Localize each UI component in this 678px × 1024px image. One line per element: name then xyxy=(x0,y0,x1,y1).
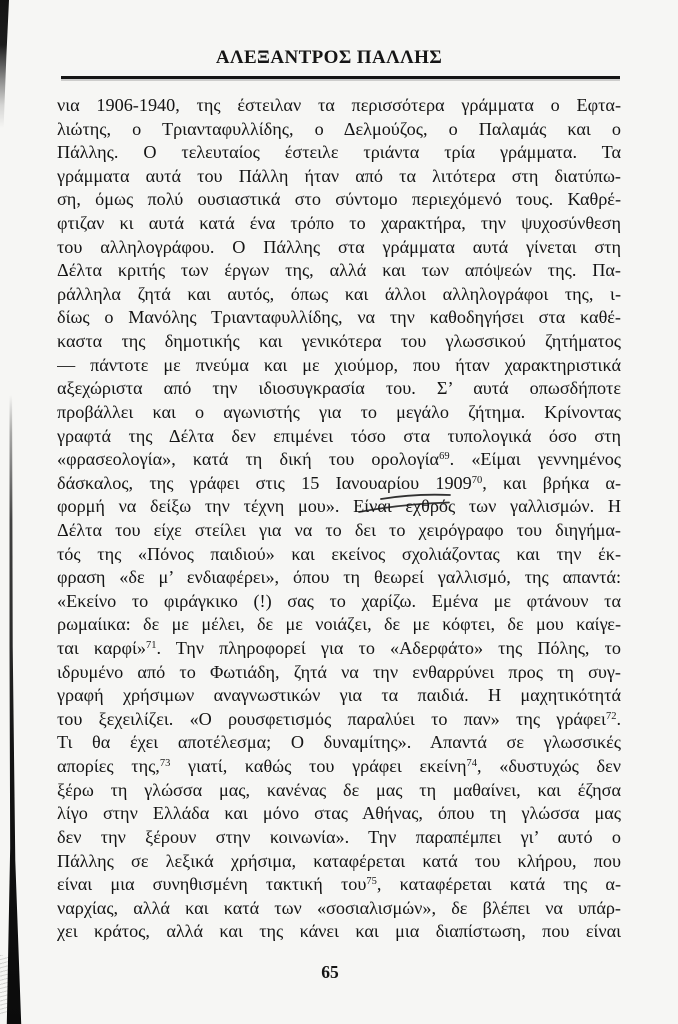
footnote-reference: 72 xyxy=(605,710,617,722)
text-line: νια 1906-1940, της έστειλαν τα περισσότερα γράμματα ο Εφτα- xyxy=(57,95,621,115)
text-line: είναι μια συνηθισμένη τακτική του$^{75}$, καταφέρεται κατά της α- xyxy=(57,874,621,895)
text-line: φραση «δε μ’ ενδιαφέρει», όπου τη θεωρεί γαλλισμό, της απαντά: xyxy=(57,567,621,588)
text-line: γράμματα αυτά του Πάλλη ήταν από τα λιτότερα στη διατύπω- xyxy=(57,165,621,186)
text-line: Δέλτα του είχε στείλει για να το δει το χειρόγραφο του διηγήμα- xyxy=(57,519,621,540)
text-line: του ξεχειλίζει. «Ο ρουσφετισμός παραλύει το παν» της γράφει$^{72}$. xyxy=(57,708,621,729)
footnote-reference: 69 xyxy=(439,451,450,463)
header-rule xyxy=(61,76,620,79)
text-line: «Εκείνο το φιράγκικο (!) σας το χαρίζω. Εμένα με φτάνουν τα xyxy=(57,590,621,611)
body-text xyxy=(57,94,621,944)
text-line: Τι θα έχει αποτέλεσμα; Ο δυναμίτης». Απαντά σε γλωσσικές xyxy=(57,732,621,753)
text-line: ξέρω τη γλώσσα μας, κανένας δε μας τη μαθαίνει, και έζησα xyxy=(57,779,621,800)
text-line: ράλληλα ζητά και αυτός, όπως και άλλοι αλληλογράφοι της, ι- xyxy=(57,283,621,304)
text-line: τός της «Πόνος παιδιού» και εκείνος σχολιάζοντας και την έκ- xyxy=(57,543,621,564)
text-line: γραφτά της Δέλτα δεν επιμένει τόσο στα τυπολογικά όσο στη xyxy=(57,425,621,446)
text-line: χει κράτος, αλλά και της κάνει και μια διαπίστωση, που είναι xyxy=(57,921,621,942)
running-head: ΑΛΕΞΑΝΤΡΟΣ ΠΑΛΛΗΣ xyxy=(215,47,443,68)
text-line: δεν την ξέρουν στην κοινωνία». Την παραπέμπει γι’ αυτό ο xyxy=(57,826,621,847)
text-line: Πάλλης. Ο τελευταίος έστειλε τριάντα τρία γράμματα. Τα xyxy=(57,142,621,163)
text-line: δάσκαλος, της γράφει στις 15 Ιανουαρίου 1909$^{70}$, και βρήκα α- xyxy=(57,472,621,493)
text-line: απορίες της,$^{73}$ γιατί, καθώς του γράφει εκείνη$^{74}$, «δυστυχώς δεν xyxy=(57,756,621,777)
text-line: ρωμαίικα: δε με μέλει, δε με νοιάζει, δε με κόφτει, δε μου καίγε- xyxy=(57,614,621,635)
text-line: φορμή να δείξω την τέχνη μου». Είναι εχθρός των γαλλισμών. Η xyxy=(57,496,621,517)
text-line: λιώτης, ο Τριανταφυλλίδης, ο Δελμούζος, ο Παλαμάς και ο xyxy=(57,118,621,139)
text-line: ιδρυμένο από το Φωτιάδη, ζητά να την ενθαρρύνει προς τη συγ- xyxy=(57,661,621,682)
text-line: λίγο στην Ελλάδα και μόνο στας Αθήνας, όπου τη γλώσσα μας xyxy=(57,803,621,824)
text-line: φτιζαν κι αυτά κατά ένα τρόπο το χαρακτήρα, την ψυχοσύνθεση xyxy=(57,213,621,234)
page-number: 65 xyxy=(321,962,339,982)
footnote-reference: 73 xyxy=(159,758,171,770)
text-line: γραφή χρήσιμων αναγνωστικών για τα παιδιά. Η μαχητικότητά xyxy=(57,685,621,706)
text-line: Πάλλης σε λεξικά χρήσιμα, καταφέρεται κατά του κλήρου, που xyxy=(57,850,621,871)
text-line: ση, όμως πολύ ουσιαστικά στο σύντομο περιεχόμενό τους. Καθρέ- xyxy=(57,189,621,210)
scan-edge-artifact-gutter xyxy=(6,395,22,1024)
text-line: ται καρφί»$^{71}$. Την πληροφορεί για το «Αδερφάτο» της Πόλης, το xyxy=(57,638,621,659)
text-line: καστα της δημοτικής και γενικότερα του γλωσσικού ζητήματος xyxy=(57,331,621,352)
footnote-reference: 71 xyxy=(145,640,157,652)
footnote-reference: 74 xyxy=(466,758,478,770)
text-line: «φρασεολογία», κατά τη δική του ορολογία$^{69}$. «Είμαι γεννημένος xyxy=(57,449,621,470)
text-line: — πάντοτε με πνεύμα και με χιούμορ, που ήταν χαρακτηριστικά xyxy=(57,354,621,375)
text-line: προβάλλει και ο αγωνιστής για το μεγάλο ζήτημα. Κρίνοντας xyxy=(57,401,621,422)
footnote-reference: 70 xyxy=(471,474,483,486)
text-line: Δέλτα κριτής των έργων της, αλλά και των απόψεών της. Πα- xyxy=(57,260,621,281)
text-line: δίως ο Μανόλης Τριανταφυλλίδης, να την καθοδηγήσει στα καθέ- xyxy=(57,307,621,328)
text-line: του αλληλογράφου. Ο Πάλλης στα γράμματα αυτά γίνεται στη xyxy=(57,236,621,257)
footnote-reference: 75 xyxy=(366,876,377,888)
text-line: αξεχώριστα από την ιδιοσυγκρασία του. Σ’ αυτά οπωσδήποτε xyxy=(57,378,621,399)
text-line: ναρχίας, αλλά και κατά των «σοσιαλισμών», δε βλέπει να υπάρ- xyxy=(57,897,621,918)
